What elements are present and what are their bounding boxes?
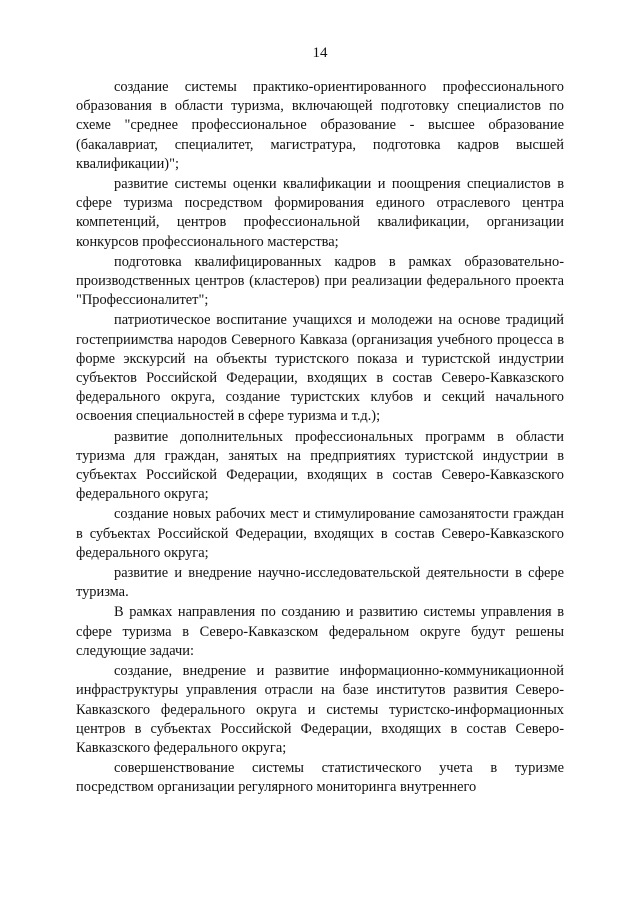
paragraph: подготовка квалифицированных кадров в рамках образовательно-производственных центров (кластеров) при реализации федерального проекта "Профессионалитет"; — [76, 253, 564, 309]
page-number: 14 — [312, 45, 328, 61]
document-body — [76, 78, 564, 799]
paragraph: патриотическое воспитание учащихся и молодежи на основе традиций гостеприимства народов Северного Кавказа (организация учебного процесса в форме экскурсий на объекты туристского показа и туристской индустрии субъектов Российской Федерации, входящих в состав Северо-Кавказского федерального округа, создание туристских клубов и секций начального освоения специальностей в сфере туризма и т.д.); — [76, 312, 564, 425]
paragraph: создание новых рабочих мест и стимулирование самозанятости граждан в субъектах Российской Федерации, входящих в состав Северо-Кавказского федерального округа; — [76, 506, 564, 561]
paragraph: развитие и внедрение научно-исследовательской деятельности в сфере туризма. — [76, 565, 564, 601]
paragraph: В рамках направления по созданию и развитию системы управления в сфере туризма в Северо-Кавказском федеральном округе будут решены следующие задачи: — [76, 604, 564, 659]
paragraph: совершенствование системы статистического учета в туризме посредством организации регулярного мониторинга внутреннего — [76, 760, 564, 796]
paragraph: создание системы практико-ориентированного профессионального образования в области туризма, включающей подготовку специалистов по схеме "среднее профессиональное образование - высшее образование (бакалавриат, специалитет, магистратура, подготовка кадров высшей квалификации)"; — [76, 79, 564, 172]
paragraph: развитие дополнительных профессиональных программ в области туризма для граждан, занятых на предприятиях туристской индустрии в субъектах Российской Федерации, входящих в состав Северо-Кавказского федерального округа; — [76, 428, 564, 503]
paragraph: развитие системы оценки квалификации и поощрения специалистов в сфере туризма посредством формирования единого отраслевого центра компетенций, центров профессиональной квалификации, организации конкурсов профессионального мастерства; — [76, 176, 564, 250]
paragraph: создание, внедрение и развитие информационно-коммуникационной инфраструктуры управления отрасли на базе институтов развития Северо-Кавказского федерального округа и системы туристско-информационных центров в субъектах Российской Федерации, входящих в состав Северо-Кавказского федерального округа; — [76, 663, 564, 756]
